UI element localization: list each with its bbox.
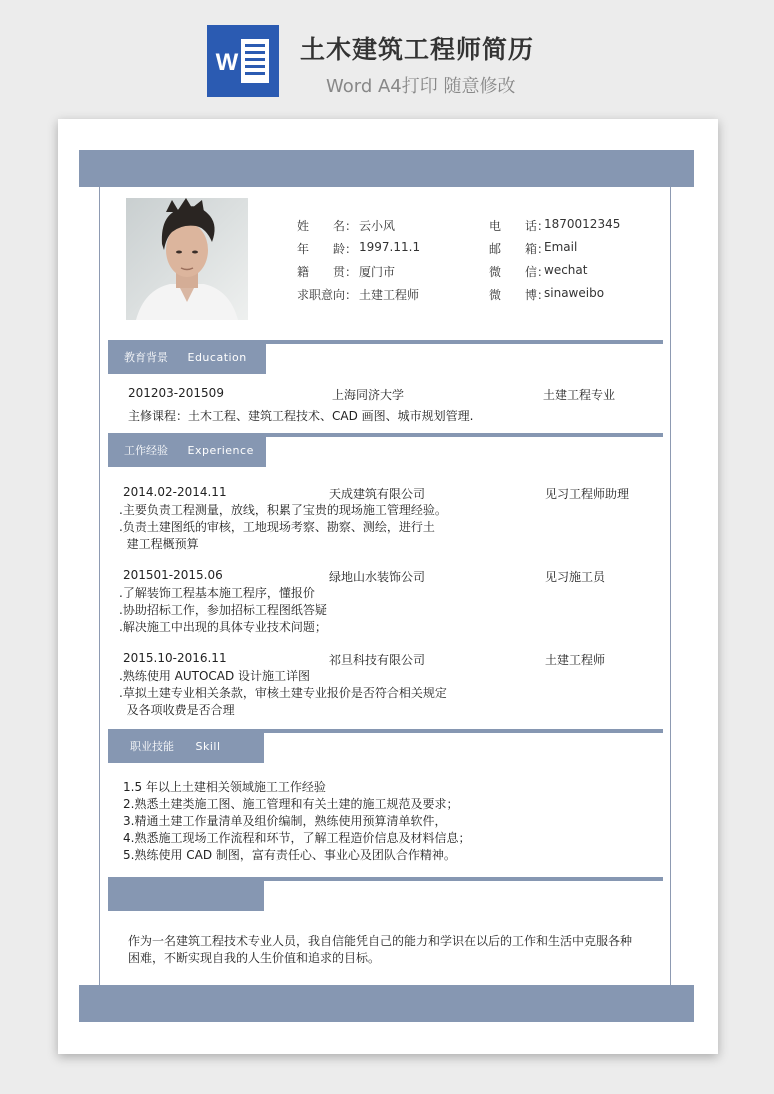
job-duty: 及各项收费是否合理 <box>119 703 235 717</box>
info-label: 微 信： <box>489 265 550 279</box>
education-section-tab <box>108 341 266 374</box>
job-period: 2015.10-2016.11 <box>123 651 227 665</box>
job-duty: .主要负责工程测量，放线，积累了宝贵的现场施工管理经验。 <box>119 503 447 517</box>
info-value: 土建工程师 <box>359 288 420 302</box>
evaluation-text: 困难，不断实现自我的人生价值和追求的目标。 <box>128 951 381 965</box>
job-duty: .草拟土建专业相关条款，审核土建专业报价是否符合相关规定 <box>119 686 447 700</box>
education-period: 201203-201509 <box>128 386 224 400</box>
education-courses: 主修课程：土木工程、建筑工程技术、CAD 画图、城市规划管理. <box>128 409 474 423</box>
education-title-cn: 教育背景 <box>124 351 168 364</box>
page-subtitle: Word A4打印 随意修改 <box>326 76 516 97</box>
info-value: 1997.11.1 <box>359 240 421 254</box>
top-banner <box>79 150 694 187</box>
info-value: 1870012345 <box>544 217 621 231</box>
evaluation-section-tab <box>108 878 264 911</box>
info-value: Email <box>544 240 578 254</box>
job-period: 201501-2015.06 <box>123 568 223 582</box>
skill-item: 3.精通土建工作量清单及组价编制，熟练使用预算清单软件， <box>123 814 447 828</box>
left-border <box>99 187 100 985</box>
bottom-banner <box>79 985 694 1022</box>
page-title: 土木建筑工程师简历 <box>300 35 535 64</box>
job-duty: .熟练使用 AUTOCAD 设计施工详图 <box>119 669 311 683</box>
job-title: 土建工程师 <box>545 653 606 667</box>
info-value: 厦门市 <box>359 265 396 279</box>
info-value: sinaweibo <box>544 286 605 300</box>
skill-title-cn: 职业技能 <box>130 740 174 753</box>
word-logo-letter: W <box>215 49 239 76</box>
job-duty: .解决施工中出现的具体专业技术问题； <box>119 620 327 634</box>
info-label: 微 博： <box>489 288 550 302</box>
education-major: 土建工程专业 <box>543 388 616 402</box>
job-duty: .协助招标工作，参加招标工程图纸答疑 <box>119 603 327 617</box>
skill-item: 4.熟悉施工现场工作流程和环节，了解工程造价信息及材料信息； <box>123 831 471 845</box>
info-label: 年 龄： <box>297 242 358 256</box>
experience-title-cn: 工作经验 <box>124 444 168 457</box>
job-duty: 建工程概预算 <box>119 537 199 551</box>
skill-item: 2.熟悉土建类施工图、施工管理和有关土建的施工规范及要求； <box>123 797 459 811</box>
job-title: 见习工程师助理 <box>545 487 630 501</box>
info-value: wechat <box>544 263 588 277</box>
right-border <box>670 187 671 985</box>
skill-title-en: Skill <box>195 740 221 753</box>
education-school: 上海同济大学 <box>332 388 405 402</box>
skill-item: 1.5 年以上土建相关领域施工工作经验 <box>123 780 326 794</box>
info-value: 云小风 <box>359 219 396 233</box>
info-label: 姓 名： <box>297 219 358 233</box>
job-duty: .了解装饰工程基本施工程序，懂报价 <box>119 586 315 600</box>
word-icon <box>207 25 279 97</box>
job-company: 天成建筑有限公司 <box>329 487 426 501</box>
experience-title-en: Experience <box>187 444 254 457</box>
job-duty: .负责土建图纸的审核，工地现场考察、勘察、测绘，进行土 <box>119 520 435 534</box>
info-label: 求职意向： <box>297 288 358 302</box>
skill-item: 5.熟练使用 CAD 制图，富有责任心、事业心及团队合作精神。 <box>123 848 456 862</box>
experience-section-tab <box>108 434 266 467</box>
job-period: 2014.02-2014.11 <box>123 485 227 499</box>
job-company: 祁旦科技有限公司 <box>329 653 426 667</box>
info-label: 籍 贯： <box>297 265 358 279</box>
job-title: 见习施工员 <box>545 570 606 584</box>
skill-section-tab <box>108 730 264 763</box>
evaluation-text: 作为一名建筑工程技术专业人员，我自信能凭自己的能力和学识在以后的工作和生活中克服各种 <box>128 934 633 948</box>
info-label: 电 话： <box>489 219 550 233</box>
job-company: 绿地山水装饰公司 <box>329 570 426 584</box>
education-title-en: Education <box>187 351 247 364</box>
info-label: 邮 箱： <box>489 242 550 256</box>
profile-photo <box>126 198 248 320</box>
